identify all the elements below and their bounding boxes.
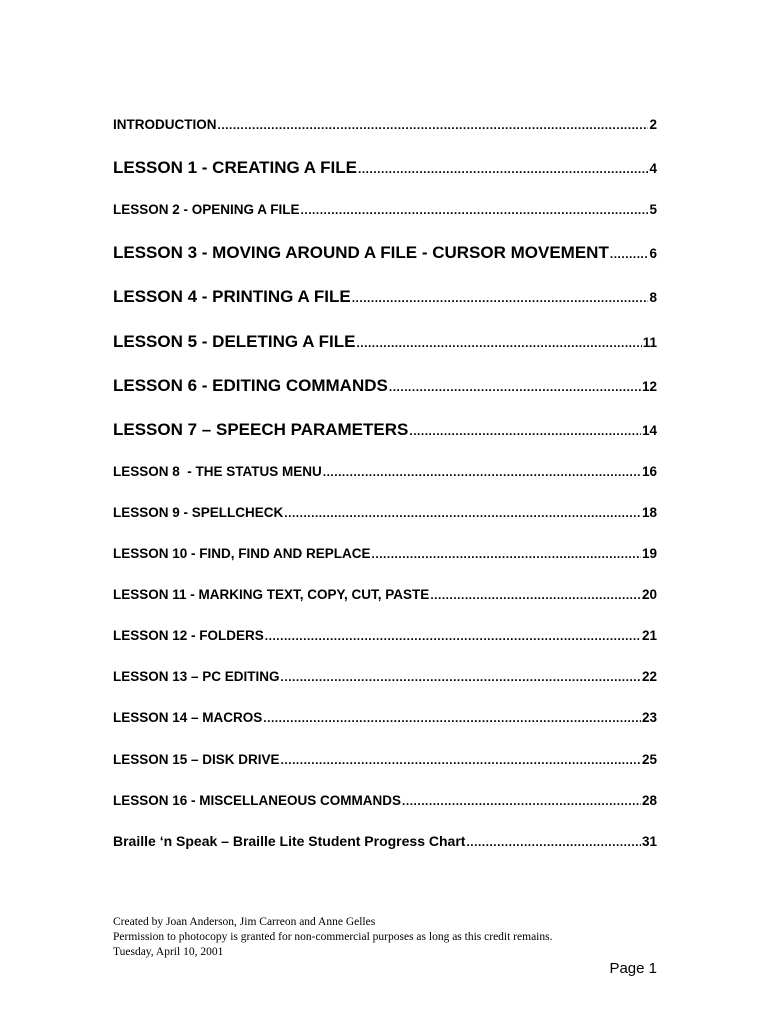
toc-dot-leader <box>372 547 641 561</box>
credits-authors: Created by Joan Anderson, Jim Carreon and Anne Gelles <box>113 916 376 928</box>
toc-entry-lesson-3[interactable] <box>113 243 657 263</box>
toc-entry-page: 4 <box>649 161 657 176</box>
credits-footer <box>113 915 552 960</box>
toc-entry-lesson-2[interactable] <box>113 202 657 217</box>
toc-entry-title: LESSON 5 - DELETING A FILE <box>113 332 356 351</box>
toc-dot-leader <box>323 465 641 479</box>
toc-dot-leader <box>466 835 641 849</box>
toc-entry-title: LESSON 8 - THE STATUS MENU <box>113 464 322 479</box>
toc-entry-page: 22 <box>641 669 657 684</box>
toc-dot-leader <box>610 247 649 261</box>
toc-entry-page: 16 <box>641 464 657 479</box>
toc-entry-lesson-10[interactable] <box>113 546 657 561</box>
toc-entry-page: 28 <box>641 793 657 808</box>
toc-entry-lesson-6[interactable] <box>113 376 657 396</box>
toc-entry-page: 14 <box>641 423 657 438</box>
toc-entry-page: 11 <box>642 335 657 350</box>
toc-entry-title: LESSON 3 - MOVING AROUND A FILE - CURSOR MOVEMENT <box>113 243 609 262</box>
toc-dot-leader <box>263 711 641 725</box>
toc-entry-title: INTRODUCTION <box>113 117 217 132</box>
toc-entry-page: 21 <box>641 628 657 643</box>
toc-entry-title: LESSON 14 – MACROS <box>113 710 263 725</box>
credits-permission: Permission to photocopy is granted for non-commercial purposes as long as this credit remains. <box>113 931 553 943</box>
toc-entry-lesson-9[interactable] <box>113 505 657 520</box>
toc-entry-lesson-15[interactable] <box>113 752 657 767</box>
toc-entry-lesson-14[interactable] <box>113 710 657 725</box>
toc-dot-leader <box>358 162 648 176</box>
toc-dot-leader <box>409 424 641 438</box>
toc-dot-leader <box>281 753 641 767</box>
toc-entry-page: 2 <box>649 117 657 132</box>
toc-entry-title: LESSON 9 - SPELLCHECK <box>113 505 284 520</box>
toc-dot-leader <box>430 588 641 602</box>
toc-entry-title: LESSON 12 - FOLDERS <box>113 628 264 643</box>
toc-dot-leader <box>402 794 641 808</box>
toc-entry-page: 25 <box>641 752 657 767</box>
toc-dot-leader <box>281 670 641 684</box>
toc-entry-lesson-16[interactable] <box>113 793 657 808</box>
toc-entry-lesson-1[interactable] <box>113 158 657 178</box>
toc-entry-title: LESSON 15 – DISK DRIVE <box>113 752 280 767</box>
toc-entry-title: LESSON 6 - EDITING COMMANDS <box>113 376 388 395</box>
toc-entry-introduction[interactable] <box>113 117 657 132</box>
toc-entry-lesson-13[interactable] <box>113 669 657 684</box>
toc-entry-lesson-11[interactable] <box>113 587 657 602</box>
toc-entry-lesson-7[interactable] <box>113 420 657 440</box>
toc-entry-page: 31 <box>641 834 657 849</box>
toc-entry-title: Braille ‘n Speak – Braille Lite Student Progress Chart <box>113 833 466 849</box>
toc-entry-lesson-8[interactable] <box>113 464 657 479</box>
toc-entry-page: 8 <box>649 290 657 305</box>
table-of-contents <box>113 0 657 1024</box>
toc-entry-title: LESSON 16 - MISCELLANEOUS COMMANDS <box>113 793 402 808</box>
toc-entry-page: 5 <box>649 202 657 217</box>
page-number: Page 1 <box>609 960 657 977</box>
toc-entry-lesson-5[interactable] <box>113 332 657 352</box>
toc-entry-page: 6 <box>649 246 657 261</box>
toc-entry-title: LESSON 2 - OPENING A FILE <box>113 202 300 217</box>
toc-dot-leader <box>352 291 649 305</box>
toc-entry-title: LESSON 4 - PRINTING A FILE <box>113 287 351 306</box>
toc-entry-page: 19 <box>641 546 657 561</box>
toc-dot-leader <box>284 506 641 520</box>
toc-entry-title: LESSON 7 – SPEECH PARAMETERS <box>113 420 409 439</box>
toc-entry-title: LESSON 1 - CREATING A FILE <box>113 158 357 177</box>
toc-dot-leader <box>218 118 649 132</box>
toc-entry-page: 12 <box>641 379 657 394</box>
toc-entry-title: LESSON 10 - FIND, FIND AND REPLACE <box>113 546 371 561</box>
toc-entry-page: 23 <box>641 710 657 725</box>
toc-dot-leader <box>389 380 641 394</box>
toc-entry-title: LESSON 11 - MARKING TEXT, COPY, CUT, PASTE <box>113 587 430 602</box>
toc-dot-leader <box>265 629 641 643</box>
toc-entry-lesson-12[interactable] <box>113 628 657 643</box>
toc-entry-page: 18 <box>641 505 657 520</box>
toc-entry-page: 20 <box>641 587 657 602</box>
toc-dot-leader <box>301 203 649 217</box>
toc-entry-title: LESSON 13 – PC EDITING <box>113 669 280 684</box>
credits-date: Tuesday, April 10, 2001 <box>113 946 224 958</box>
toc-entry-progress-chart[interactable] <box>113 833 657 849</box>
toc-dot-leader <box>356 336 641 350</box>
toc-entry-lesson-4[interactable] <box>113 287 657 307</box>
